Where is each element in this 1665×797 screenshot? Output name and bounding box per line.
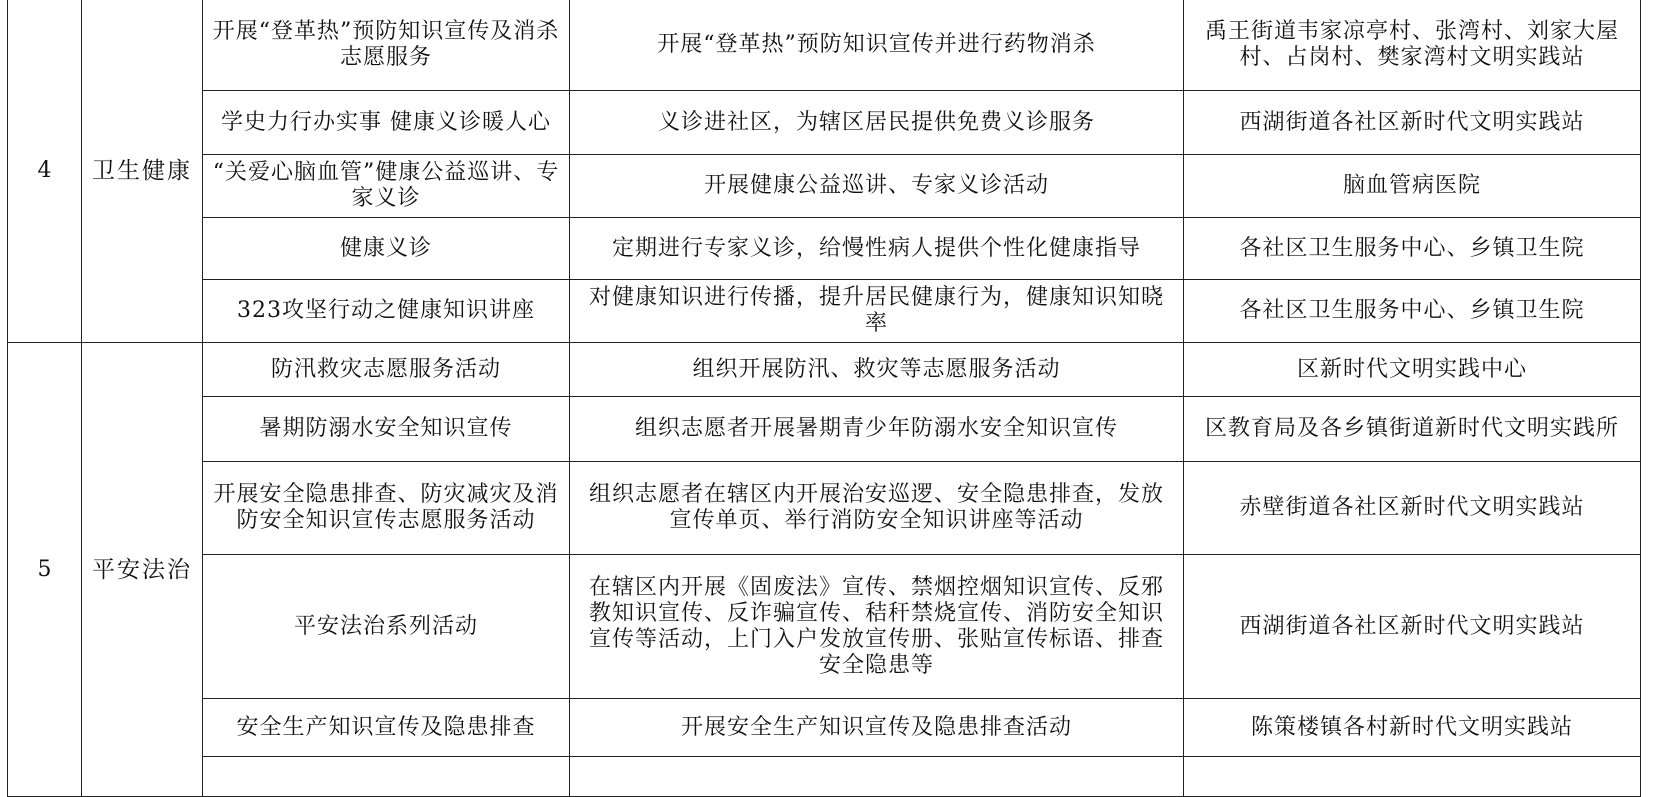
activity-name: 安全生产知识宣传及隐患排查 xyxy=(203,699,570,757)
activity-content: 开展安全生产知识宣传及隐患排查活动 xyxy=(570,699,1184,757)
activity-location: 各社区卫生服务中心、乡镇卫生院 xyxy=(1184,280,1641,343)
activity-location: 西湖街道各社区新时代文明实践站 xyxy=(1184,555,1641,699)
activity-content: 在辖区内开展《固废法》宣传、禁烟控烟知识宣传、反邪教知识宣传、反诈骗宣传、秸秆禁烧宣传、消防安全知识宣传等活动，上门入户发放宣传册、张贴宣传标语、排查安全隐患等 xyxy=(570,555,1184,699)
activity-content: 开展“登革热”预防知识宣传并进行药物消杀 xyxy=(570,0,1184,91)
activity-name: 健康义诊 xyxy=(203,218,570,280)
activity-location: 陈策楼镇各村新时代文明实践站 xyxy=(1184,699,1641,757)
activity-location: 禹王街道韦家凉亭村、张湾村、刘家大屋村、占岗村、樊家湾村文明实践站 xyxy=(1184,0,1641,91)
activity-table xyxy=(7,0,1641,797)
activity-content: 义诊进社区，为辖区居民提供免费义诊服务 xyxy=(570,91,1184,155)
table-row xyxy=(8,397,1641,462)
section-number: 5 xyxy=(8,343,82,797)
activity-content: 定期进行专家义诊，给慢性病人提供个性化健康指导 xyxy=(570,218,1184,280)
activity-location: 各社区卫生服务中心、乡镇卫生院 xyxy=(1184,218,1641,280)
activity-content: 开展健康公益巡讲、专家义诊活动 xyxy=(570,155,1184,218)
section-number: 4 xyxy=(8,0,82,343)
activity-content: 组织开展防汛、救灾等志愿服务活动 xyxy=(570,343,1184,397)
activity-location: 脑血管病医院 xyxy=(1184,155,1641,218)
activity-name xyxy=(203,757,570,797)
table-row xyxy=(8,699,1641,757)
table-row xyxy=(8,280,1641,343)
activity-location: 赤壁街道各社区新时代文明实践站 xyxy=(1184,462,1641,555)
activity-name: 平安法治系列活动 xyxy=(203,555,570,699)
activity-name: 暑期防溺水安全知识宣传 xyxy=(203,397,570,462)
activity-content: 组织志愿者在辖区内开展治安巡逻、安全隐患排查，发放宣传单页、举行消防安全知识讲座等活动 xyxy=(570,462,1184,555)
table-row xyxy=(8,155,1641,218)
table-row xyxy=(8,0,1641,91)
activity-name: 开展安全隐患排查、防灾减灾及消防安全知识宣传志愿服务活动 xyxy=(203,462,570,555)
activity-location xyxy=(1184,757,1641,797)
section-category: 平安法治 xyxy=(82,343,203,797)
activity-content: 对健康知识进行传播，提升居民健康行为，健康知识知晓率 xyxy=(570,280,1184,343)
table-row xyxy=(8,91,1641,155)
activity-name: “关爱心脑血管”健康公益巡讲、专家义诊 xyxy=(203,155,570,218)
activity-location: 区教育局及各乡镇街道新时代文明实践所 xyxy=(1184,397,1641,462)
table-row xyxy=(8,462,1641,555)
table-row xyxy=(8,757,1641,797)
activity-name: 防汛救灾志愿服务活动 xyxy=(203,343,570,397)
activity-location: 区新时代文明实践中心 xyxy=(1184,343,1641,397)
activity-content xyxy=(570,757,1184,797)
activity-name: 开展“登革热”预防知识宣传及消杀志愿服务 xyxy=(203,0,570,91)
activity-content: 组织志愿者开展暑期青少年防溺水安全知识宣传 xyxy=(570,397,1184,462)
activity-location: 西湖街道各社区新时代文明实践站 xyxy=(1184,91,1641,155)
table-row xyxy=(8,218,1641,280)
section-category: 卫生健康 xyxy=(82,0,203,343)
table-row xyxy=(8,343,1641,397)
activity-name: 323攻坚行动之健康知识讲座 xyxy=(203,280,570,343)
activity-name: 学史力行办实事 健康义诊暖人心 xyxy=(203,91,570,155)
table-row xyxy=(8,555,1641,699)
